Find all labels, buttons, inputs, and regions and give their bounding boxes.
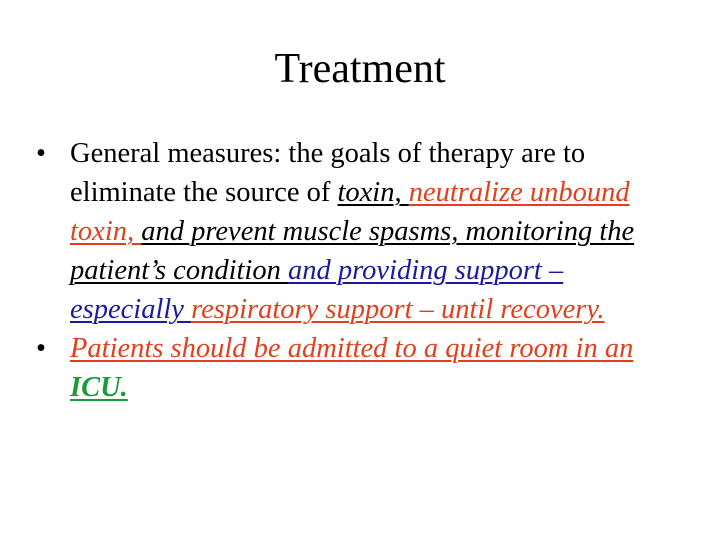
bullet-text — [70, 333, 633, 403]
text-segment: toxin, — [337, 177, 409, 208]
bullet-item-icu-admission — [36, 329, 676, 407]
text-segment: Patients should be admitted to a quiet room in an — [70, 333, 634, 364]
text-segment: and providing support – especially — [70, 255, 564, 325]
text-segment: neutralize unbound toxin, — [70, 177, 630, 247]
bullet-icon: • — [36, 333, 46, 364]
text-segment: ICU. — [70, 372, 128, 403]
bullet-icon: • — [36, 138, 46, 169]
bullet-item-general-measures — [36, 134, 676, 329]
text-segment: General measures: the goals of therapy are to eliminate the source of — [70, 138, 586, 208]
bullet-text — [70, 138, 634, 325]
text-segment: respiratory support – until recovery. — [191, 294, 605, 325]
slide-title: Treatment — [274, 46, 446, 92]
text-segment: and prevent muscle spasms, monitoring the patient’s condition — [70, 216, 635, 286]
bullet-list — [36, 134, 676, 407]
